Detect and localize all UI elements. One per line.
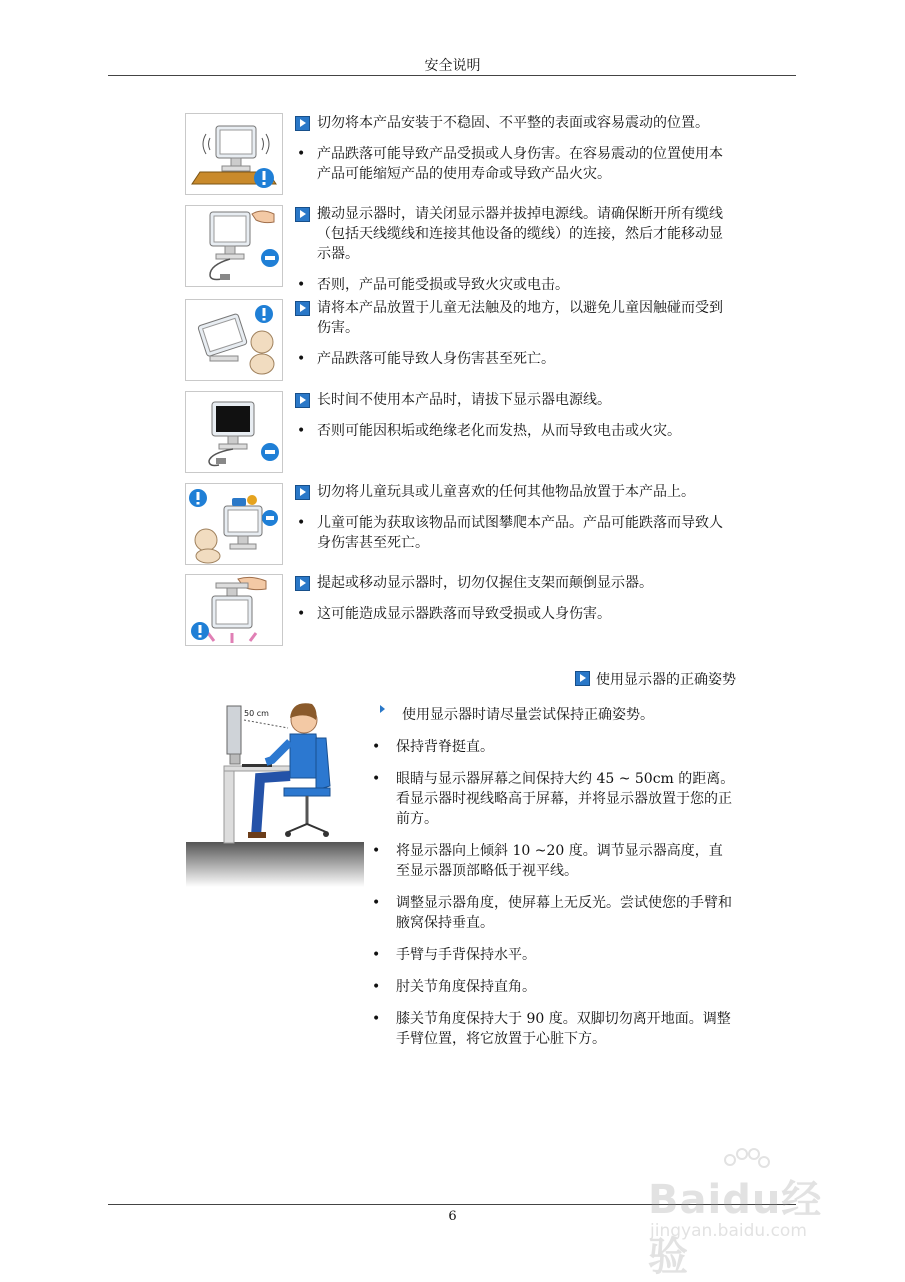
safety-heading: 切勿将儿童玩具或儿童喜欢的任何其他物品放置于本产品上。 <box>317 484 695 500</box>
safety-bullet: 产品跌落可能导致产品受损或人身伤害。在容易震动的位置使用本产品可能缩短产品的使用寿命或导致产品火灾。 <box>317 146 723 182</box>
bullet-dot: • <box>372 843 381 859</box>
posture-title-text: 使用显示器的正确姿势 <box>596 672 736 688</box>
blue-arrow-icon <box>295 116 310 131</box>
bullet-dot: • <box>297 146 306 162</box>
blue-arrow-icon <box>295 207 310 222</box>
unplug-before-moving-illustration <box>185 205 283 287</box>
posture-bullet: 肘关节角度保持直角。 <box>396 979 536 995</box>
posture-guidelines <box>370 705 736 1049</box>
posture-section-title <box>558 670 736 690</box>
bullet-dot: • <box>297 423 306 439</box>
seated-user-at-monitor-icon <box>186 692 364 887</box>
toys-on-monitor-illustration <box>185 483 283 565</box>
safety-item-5 <box>295 482 735 553</box>
posture-bullet: 膝关节角度保持大于 90 度。双脚切勿离开地面。调整手臂位置，将它放置于心脏下方。 <box>396 1011 731 1047</box>
blue-arrow-icon <box>295 301 310 316</box>
blue-arrow-icon <box>575 671 590 686</box>
unstable-surface-illustration <box>185 113 283 195</box>
bullet-dot: • <box>372 947 381 963</box>
safety-item-6 <box>295 573 735 624</box>
bullet-dot: • <box>372 739 381 755</box>
bullet-dot: • <box>372 979 381 995</box>
posture-bullet: 保持背脊挺直。 <box>396 739 494 755</box>
safety-bullet: 这可能造成显示器跌落而导致受损或人身伤害。 <box>317 606 611 622</box>
distance-label: 50 cm <box>244 709 269 718</box>
safety-bullet: 否则，产品可能受损或导致火灾或电击。 <box>317 277 569 293</box>
safety-heading: 提起或移动显示器时，切勿仅握住支架而颠倒显示器。 <box>317 575 653 591</box>
black-screen-monitor-icon <box>186 392 282 472</box>
posture-bullet: 将显示器向上倾斜 10 ~20 度。调节显示器高度，直至显示器顶部略低于视平线。 <box>396 843 723 879</box>
safety-bullet: 儿童可能为获取该物品而试图攀爬本产品。产品可能跌落而导致人身伤害甚至死亡。 <box>317 515 723 551</box>
page-header-title: 安全说明 <box>424 58 481 74</box>
posture-intro: 使用显示器时请尽量尝试保持正确姿势。 <box>402 707 654 723</box>
toys-and-child-icon <box>186 484 282 564</box>
upside-down-monitor-icon <box>186 575 282 645</box>
page-number: 6 <box>448 1209 457 1224</box>
watermark-url: jingyan.baidu.com <box>650 1221 807 1241</box>
safety-item-3 <box>295 298 735 369</box>
shaking-monitor-icon <box>186 114 282 194</box>
bullet-dot: • <box>372 895 381 911</box>
safety-heading: 长时间不使用本产品时，请拔下显示器电源线。 <box>317 392 611 408</box>
safety-item-1 <box>295 113 735 184</box>
correct-posture-illustration <box>186 692 364 887</box>
posture-bullet: 调整显示器角度，使屏幕上无反光。尝试使您的手臂和腋窝保持垂直。 <box>396 895 732 931</box>
small-arrow-icon <box>380 705 385 713</box>
posture-bullet: 眼睛与显示器屏幕之间保持大约 45 ~ 50cm 的距离。看显示器时视线略高于屏幕，并将显示器放置于您的正前方。 <box>396 771 735 827</box>
blue-arrow-icon <box>295 485 310 500</box>
safety-bullet: 否则可能因积垢或绝缘老化而发热，从而导致电击或火灾。 <box>317 423 681 439</box>
unplug-when-idle-illustration <box>185 391 283 473</box>
blue-arrow-icon <box>295 393 310 408</box>
lift-by-stand-illustration <box>185 574 283 646</box>
safety-heading: 请将本产品放置于儿童无法触及的地方，以避免儿童因触碰而受到伤害。 <box>317 300 723 336</box>
child-and-monitor-icon <box>186 300 282 380</box>
child-reach-illustration <box>185 299 283 381</box>
bullet-dot: • <box>297 277 306 293</box>
bullet-dot: • <box>297 606 306 622</box>
blue-arrow-icon <box>295 576 310 591</box>
bullet-dot: • <box>297 351 306 367</box>
bullet-dot: • <box>372 1011 381 1027</box>
safety-heading: 搬动显示器时，请关闭显示器并拔掉电源线。请确保断开所有缆线（包括天线缆线和连接其他设备的缆线）的连接，然后才能移动显示器。 <box>317 206 723 262</box>
safety-heading: 切勿将本产品安装于不稳固、不平整的表面或容易震动的位置。 <box>317 115 709 131</box>
safety-bullet: 产品跌落可能导致人身伤害甚至死亡。 <box>317 351 555 367</box>
header-rule <box>108 75 796 76</box>
safety-item-4 <box>295 390 735 441</box>
watermark-logo: Baidu经验 <box>648 1177 823 1280</box>
monitor-unplug-icon <box>186 206 282 286</box>
bullet-dot: • <box>297 515 306 531</box>
bullet-dot: • <box>372 771 381 787</box>
baidu-watermark <box>640 1148 860 1280</box>
safety-item-2 <box>295 204 735 295</box>
posture-bullet: 手臂与手背保持水平。 <box>396 947 536 963</box>
